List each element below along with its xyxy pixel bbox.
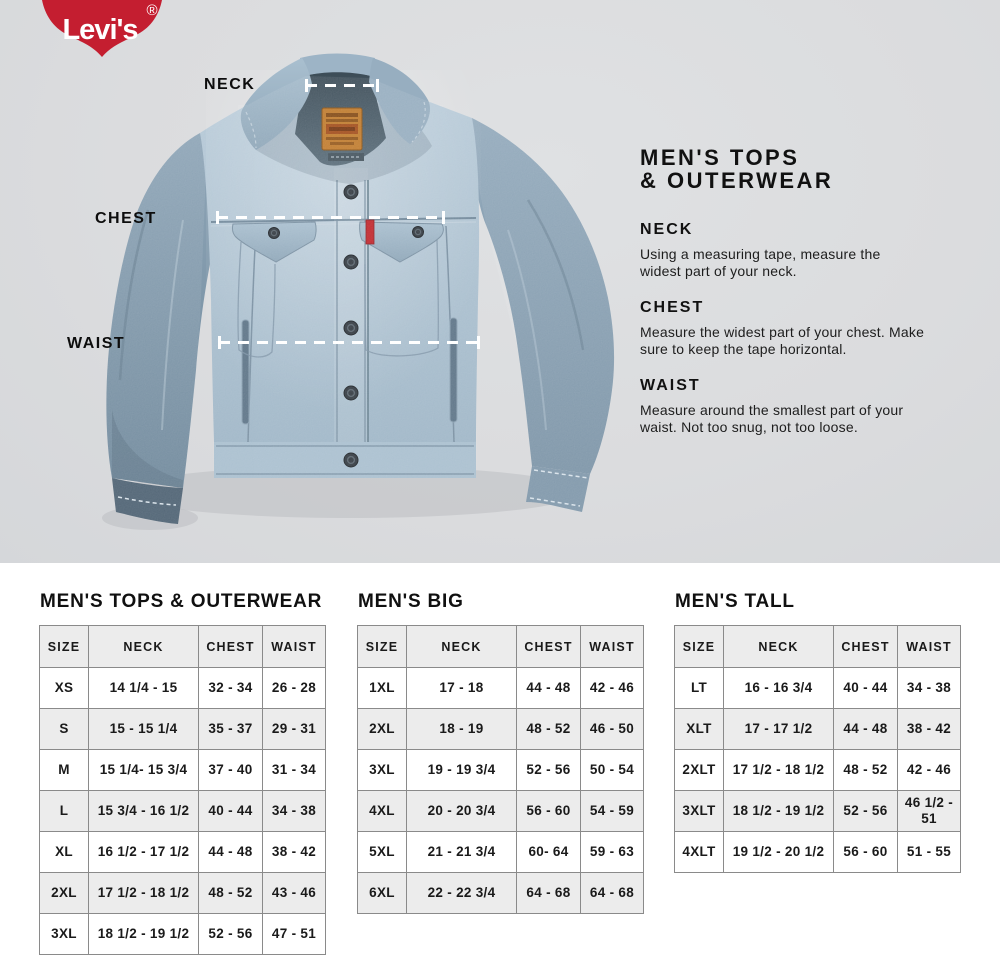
size-cell: 3XLT xyxy=(675,791,724,832)
table-row xyxy=(675,791,961,832)
range-cell: 26 - 28 xyxy=(263,668,326,709)
range-cell: 20 - 20 3/4 xyxy=(407,791,517,832)
table-row xyxy=(40,873,326,914)
table-row xyxy=(40,668,326,709)
info-section-waist xyxy=(640,377,940,436)
table-row xyxy=(675,709,961,750)
range-cell: 56 - 60 xyxy=(834,832,898,873)
range-cell: 56 - 60 xyxy=(517,791,581,832)
range-cell: 48 - 52 xyxy=(834,750,898,791)
info-section-chest xyxy=(640,299,940,358)
table-row xyxy=(358,873,644,914)
table-row xyxy=(40,832,326,873)
range-cell: 38 - 42 xyxy=(263,832,326,873)
range-cell: 15 1/4- 15 3/4 xyxy=(89,750,199,791)
chest-measure-label: CHEST xyxy=(95,210,157,227)
range-cell: 17 - 18 xyxy=(407,668,517,709)
info-title-line1: MEN'S TOPS xyxy=(640,145,800,170)
measure-instructions xyxy=(640,146,940,436)
size-cell: 2XL xyxy=(40,873,89,914)
range-cell: 64 - 68 xyxy=(581,873,644,914)
range-cell: 44 - 48 xyxy=(834,709,898,750)
range-cell: 35 - 37 xyxy=(199,709,263,750)
column-header: WAIST xyxy=(581,626,644,668)
range-cell: 50 - 54 xyxy=(581,750,644,791)
table-header-row xyxy=(358,626,644,668)
chest-measure-line xyxy=(217,216,444,219)
table-row xyxy=(675,750,961,791)
info-body: Measure around the smallest part of your waist. Not too snug, not too loose. xyxy=(640,402,904,435)
range-cell: 52 - 56 xyxy=(199,914,263,955)
table-row xyxy=(40,791,326,832)
range-cell: 48 - 52 xyxy=(199,873,263,914)
range-cell: 16 1/2 - 17 1/2 xyxy=(89,832,199,873)
jacket-illustration xyxy=(88,50,618,530)
range-cell: 44 - 48 xyxy=(517,668,581,709)
range-cell: 54 - 59 xyxy=(581,791,644,832)
size-table-big xyxy=(357,625,644,914)
size-cell: 3XL xyxy=(358,750,407,791)
size-cell: L xyxy=(40,791,89,832)
table-title: MEN'S TOPS & OUTERWEAR xyxy=(40,591,323,612)
range-cell: 31 - 34 xyxy=(263,750,326,791)
range-cell: 51 - 55 xyxy=(898,832,961,873)
table-row xyxy=(358,709,644,750)
info-heading: NECK xyxy=(640,221,694,238)
range-cell: 40 - 44 xyxy=(834,668,898,709)
range-cell: 38 - 42 xyxy=(898,709,961,750)
info-title-line2: & OUTERWEAR xyxy=(640,168,834,193)
range-cell: 37 - 40 xyxy=(199,750,263,791)
table-row xyxy=(40,750,326,791)
size-cell: 1XL xyxy=(358,668,407,709)
size-cell: XL xyxy=(40,832,89,873)
size-cell: 6XL xyxy=(358,873,407,914)
range-cell: 42 - 46 xyxy=(898,750,961,791)
range-cell: 14 1/4 - 15 xyxy=(89,668,199,709)
size-table-tall xyxy=(674,625,961,873)
range-cell: 29 - 31 xyxy=(263,709,326,750)
size-table-tops-outerwear xyxy=(39,625,326,955)
table-title: MEN'S BIG xyxy=(358,591,464,612)
range-cell: 21 - 21 3/4 xyxy=(407,832,517,873)
column-header: WAIST xyxy=(263,626,326,668)
range-cell: 42 - 46 xyxy=(581,668,644,709)
range-cell: 44 - 48 xyxy=(199,832,263,873)
table-row xyxy=(358,791,644,832)
denim-texture xyxy=(88,50,618,530)
table-row xyxy=(40,914,326,955)
table-header-row xyxy=(40,626,326,668)
column-header: NECK xyxy=(724,626,834,668)
registered-mark: ® xyxy=(146,2,158,19)
range-cell: 18 1/2 - 19 1/2 xyxy=(89,914,199,955)
column-header: SIZE xyxy=(40,626,89,668)
column-header: NECK xyxy=(89,626,199,668)
range-cell: 22 - 22 3/4 xyxy=(407,873,517,914)
size-cell: XLT xyxy=(675,709,724,750)
range-cell: 48 - 52 xyxy=(517,709,581,750)
range-cell: 60- 64 xyxy=(517,832,581,873)
range-cell: 18 1/2 - 19 1/2 xyxy=(724,791,834,832)
column-header: CHEST xyxy=(199,626,263,668)
neck-measure-label: NECK xyxy=(204,76,256,93)
size-cell: S xyxy=(40,709,89,750)
column-header: SIZE xyxy=(358,626,407,668)
range-cell: 43 - 46 xyxy=(263,873,326,914)
range-cell: 46 - 50 xyxy=(581,709,644,750)
size-cell: XS xyxy=(40,668,89,709)
table-title: MEN'S TALL xyxy=(675,591,795,612)
logo-wordmark: Levi's xyxy=(62,14,138,46)
info-heading: WAIST xyxy=(640,377,701,394)
size-cell: 2XL xyxy=(358,709,407,750)
range-cell: 34 - 38 xyxy=(263,791,326,832)
range-cell: 19 1/2 - 20 1/2 xyxy=(724,832,834,873)
table-row xyxy=(358,750,644,791)
size-cell: M xyxy=(40,750,89,791)
size-cell: 3XL xyxy=(40,914,89,955)
info-section-neck xyxy=(640,221,940,280)
range-cell: 19 - 19 3/4 xyxy=(407,750,517,791)
info-heading: CHEST xyxy=(640,299,705,316)
range-cell: 34 - 38 xyxy=(898,668,961,709)
info-body: Measure the widest part of your chest. Make sure to keep the tape horizontal. xyxy=(640,324,925,357)
size-cell: 4XL xyxy=(358,791,407,832)
range-cell: 15 3/4 - 16 1/2 xyxy=(89,791,199,832)
range-cell: 18 - 19 xyxy=(407,709,517,750)
column-header: CHEST xyxy=(517,626,581,668)
waist-measure-line xyxy=(219,341,479,344)
size-cell: 5XL xyxy=(358,832,407,873)
table-block-big xyxy=(357,591,644,914)
range-cell: 17 - 17 1/2 xyxy=(724,709,834,750)
table-block-tall xyxy=(674,591,961,873)
range-cell: 52 - 56 xyxy=(517,750,581,791)
column-header: WAIST xyxy=(898,626,961,668)
size-cell: LT xyxy=(675,668,724,709)
range-cell: 15 - 15 1/4 xyxy=(89,709,199,750)
range-cell: 17 1/2 - 18 1/2 xyxy=(89,873,199,914)
range-cell: 17 1/2 - 18 1/2 xyxy=(724,750,834,791)
size-tables-section xyxy=(0,563,1000,956)
table-row xyxy=(40,709,326,750)
range-cell: 59 - 63 xyxy=(581,832,644,873)
range-cell: 46 1/2 - 51 xyxy=(898,791,961,832)
table-header-row xyxy=(675,626,961,668)
table-row xyxy=(358,668,644,709)
info-body: Using a measuring tape, measure the widest part of your neck. xyxy=(640,246,881,279)
range-cell: 40 - 44 xyxy=(199,791,263,832)
table-row xyxy=(675,832,961,873)
range-cell: 52 - 56 xyxy=(834,791,898,832)
range-cell: 47 - 51 xyxy=(263,914,326,955)
waist-measure-label: WAIST xyxy=(67,335,126,352)
table-row xyxy=(675,668,961,709)
column-header: NECK xyxy=(407,626,517,668)
range-cell: 32 - 34 xyxy=(199,668,263,709)
range-cell: 64 - 68 xyxy=(517,873,581,914)
table-block-tops-outerwear xyxy=(39,591,326,955)
column-header: SIZE xyxy=(675,626,724,668)
range-cell: 16 - 16 3/4 xyxy=(724,668,834,709)
table-row xyxy=(358,832,644,873)
size-cell: 4XLT xyxy=(675,832,724,873)
denim-jacket-icon xyxy=(88,50,618,530)
size-cell: 2XLT xyxy=(675,750,724,791)
neck-measure-line xyxy=(306,84,378,87)
column-header: CHEST xyxy=(834,626,898,668)
